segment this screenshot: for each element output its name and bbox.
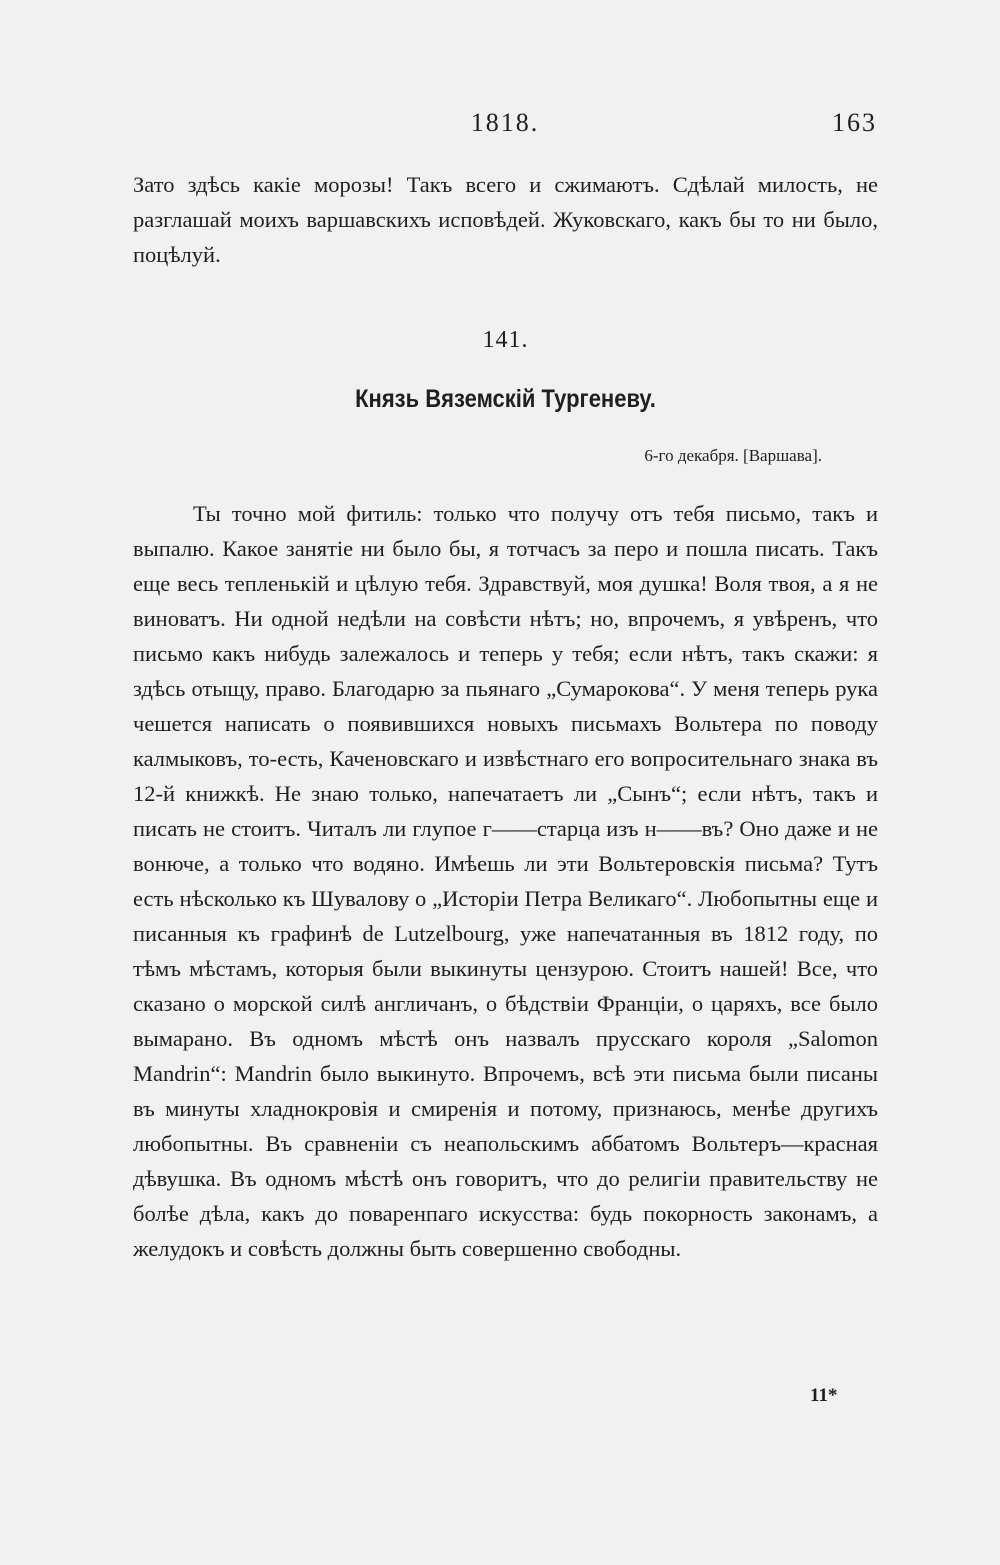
opening-paragraph: [133, 167, 878, 272]
letter-dateline: 6-го декабря. [Варшава].: [644, 446, 822, 465]
letter-body: [133, 496, 878, 1266]
letter-number: 141.: [482, 327, 529, 353]
header-year: 1818.: [470, 108, 540, 137]
signature-mark: 11*: [810, 1385, 838, 1406]
page-number: 163: [832, 108, 877, 137]
opening-text: Зато здѣсь какіе морозы! Такъ всего и сжимаютъ. Сдѣлай милость, не разглашай моихъ варшавскихъ исповѣдей. Жуковскаго, какъ бы то ни было, поцѣлуй.: [133, 172, 878, 267]
running-header: [133, 108, 877, 148]
letter-title: Князь Вяземскій Тургеневу.: [355, 385, 656, 413]
letter-body-text: Ты точно мой фитиль: только что получу отъ тебя письмо, такъ и выпалю. Какое занятіе ни было бы, я тотчасъ за перо и пошла писать. Такъ еще весь тепленькій и цѣлую тебя. Здравствуй, моя душка! Воля твоя, а я не виноватъ. Ни одной недѣли на совѣсти нѣтъ; но, впрочемъ, я увѣренъ, что письмо какъ нибудь залежалось и теперь у тебя; если нѣтъ, такъ скажи: я здѣсь отыщу, право. Благодарю за пьянаго „Сумарокова“. У меня теперь рука чешется написать о появившихся новыхъ письмахъ Вольтера по поводу калмыковъ, то-есть, Каченовскаго и извѣстнаго его вопросительнаго знака въ 12-й книжкѣ. Не знаю только, напечатаетъ ли „Сынъ“; если нѣтъ, такъ и писать не стоитъ. Читалъ ли глупое г——старца изъ н——въ? Оно даже и не вонюче, а только что водяно. Имѣешь ли эти Вольтеровскія письма? Тутъ есть нѣсколько къ Шувалову о „Исторіи Петра Великаго“. Любопытны еще и писанныя къ графинѣ de Lutzelbourg, уже напечатанныя въ 1812 году, по тѣмъ мѣстамъ, которыя были выкинуты цензурою. Стоитъ нашей! Все, что сказано о морской силѣ англичанъ, о бѣдствіи Франціи, о царяхъ, все было вымарано. Въ одномъ мѣстѣ онъ назвалъ прусскаго короля „Salomon Mandrin“: Mandrin было выкинуто. Впрочемъ, всѣ эти письма были писаны въ минуты хладнокровія и смиренія и потому, признаюсь, менѣе другихъ любопытны. Въ сравненіи съ неапольскимъ аббатомъ Вольтеръ—красная дѣвушка. Въ одномъ мѣстѣ онъ говоритъ, что до религіи правительству не болѣе дѣла, какъ до поваренпаго искусства: будь покорность законамъ, а желудокъ и совѣсть должны быть совершенно свободны.: [133, 501, 878, 1261]
